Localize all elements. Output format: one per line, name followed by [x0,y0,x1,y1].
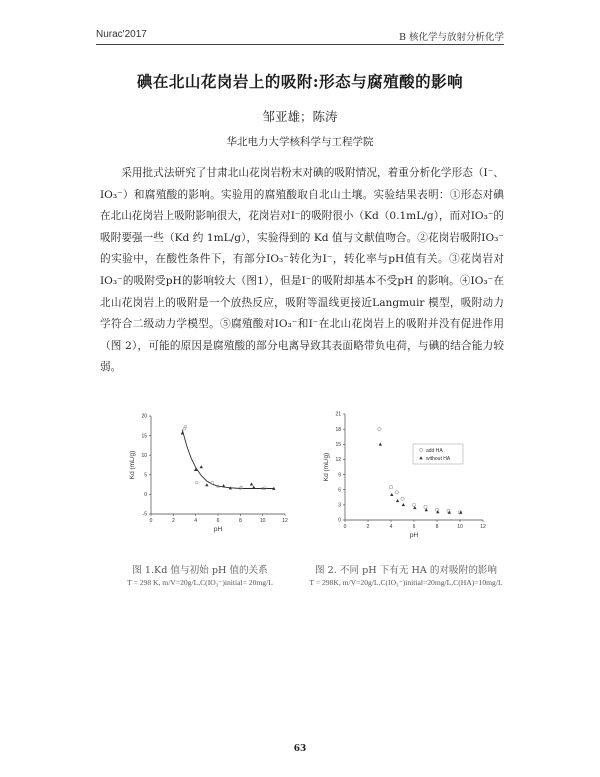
data-point [205,483,208,486]
legend-label-without-ha: without HA [426,456,451,462]
y-tick-label: 12 [335,457,341,464]
affiliation: 华北电力大学核科学与工程学院 [226,136,374,148]
y-tick-label: 10 [141,452,147,459]
plot-frame [151,416,285,514]
y-tick-label: -5 [142,511,147,518]
y-tick-label: 21 [335,411,341,418]
y-axis-label: Kd (mL/g) [323,452,330,482]
x-tick-label: 2 [366,524,370,530]
y-axis-label: Kd (mL/g) [129,450,136,480]
data-point-without-ha [379,442,382,445]
y-tick-label: 0 [338,517,341,524]
x-tick-label: 12 [282,518,288,524]
running-header-right: B 核化学与放射分析化学 [398,32,504,43]
data-point-add-ha [395,491,398,494]
y-tick-label: 18 [335,426,341,433]
x-axis-label: pH [213,526,223,533]
figure-2-conditions: T = 298K, m/V=20g/L,C(IO₃⁻)initial=20mg/L,C(HA)=10mg/L [309,578,503,587]
data-point [222,484,225,487]
data-point-without-ha [390,493,393,496]
data-point-without-ha [402,503,405,506]
chart-kd-vs-ph [113,404,293,534]
y-tick-label: 6 [338,487,341,494]
figure-1-conditions: T = 298 K, m/V=20g/L,C(IO₃⁻)initial= 20mg/L [127,578,273,587]
chart-legend [413,444,463,464]
data-point [252,486,255,489]
legend-label-add-ha: add HA [426,448,443,454]
header-rule [96,44,504,45]
y-tick-label: 3 [338,502,341,509]
x-tick-label: 12 [480,524,486,530]
x-tick-label: 2 [171,518,175,524]
y-tick-label: 15 [335,441,341,448]
paper-title: 碘在北山花岗岩上的吸附:形态与腐殖酸的影响 [136,72,464,91]
y-tick-label: 5 [144,472,147,479]
chart-ha-effect [305,404,490,544]
fit-curve [182,430,273,489]
x-tick-label: 6 [216,518,220,524]
data-point-add-ha [378,428,381,431]
data-point-without-ha [396,499,399,502]
running-header-left: Nurac'2017 [96,29,147,40]
data-point [211,481,214,484]
y-tick-label: 20 [141,413,147,420]
x-axis-label: pH [409,532,419,539]
figure-1-caption: 图 1.Kd 值与初始 pH 值的关系 [132,565,268,576]
x-tick-label: 6 [412,524,416,530]
figure-2-caption: 图 2. 不同 pH 下有无 HA 的对吸附的影响 [315,565,497,576]
data-point-add-ha [412,503,415,506]
authors: 邹亚雄；陈涛 [262,109,338,124]
y-tick-label: 15 [141,433,147,440]
figure-2 [305,404,490,544]
x-tick-label: 8 [238,518,242,524]
y-tick-label: 0 [144,492,147,499]
plot-frame [345,414,483,520]
figure-1 [113,404,293,534]
x-tick-label: 4 [194,518,198,524]
x-tick-label: 10 [457,524,463,530]
y-tick-label: 9 [338,472,341,479]
data-point-add-ha [424,505,427,508]
x-tick-label: 10 [259,518,266,524]
data-point [250,482,253,485]
x-tick-label: 0 [343,524,347,530]
x-tick-label: 8 [435,524,439,530]
data-point-add-ha [401,497,404,500]
page-number: 63 [293,744,307,754]
x-tick-label: 0 [149,518,153,524]
x-tick-label: 4 [389,524,393,530]
data-point [195,481,198,484]
abstract-paragraph: 采用批式法研究了甘肃北山花岗岩粉末对碘的吸附情况，着重分析化学形态（I⁻、IO₃⁻）和腐殖酸的影响。实验用的腐殖酸取自北山土壤。实验结果表明：①形态对碘在北山花岗岩上吸附影响很大，花岗岩对I⁻的吸附很小（Kd（0.1mL/g），而对IO₃⁻的吸附要强一些（Kd 约 1mL/g），实验得到的 Kd 值与文献值吻合。②花岗岩吸附IO₃⁻的实验中，在酸性条件下，有部分IO₃⁻转化为I⁻，转化率与pH值有关。③花岗岩对IO₃⁻的吸附受pH的影响较大（图1），但是I⁻的吸附却基本不受pH 的影响。④IO₃⁻在北山花岗岩上的吸附是一个放热反应，吸附等温线更接近Langmuir 模型，吸附动力学符合二级动力学模型。⑤腐殖酸对IO₃⁻和I⁻在北山花岗岩上的吸附并没有促进作用（图 2），可能的原因是腐殖酸的部分电离导致其表面略带负电荷，与碘的结合能力较弱。 [100,167,504,374]
data-point [200,465,203,468]
data-point-add-ha [389,486,392,489]
